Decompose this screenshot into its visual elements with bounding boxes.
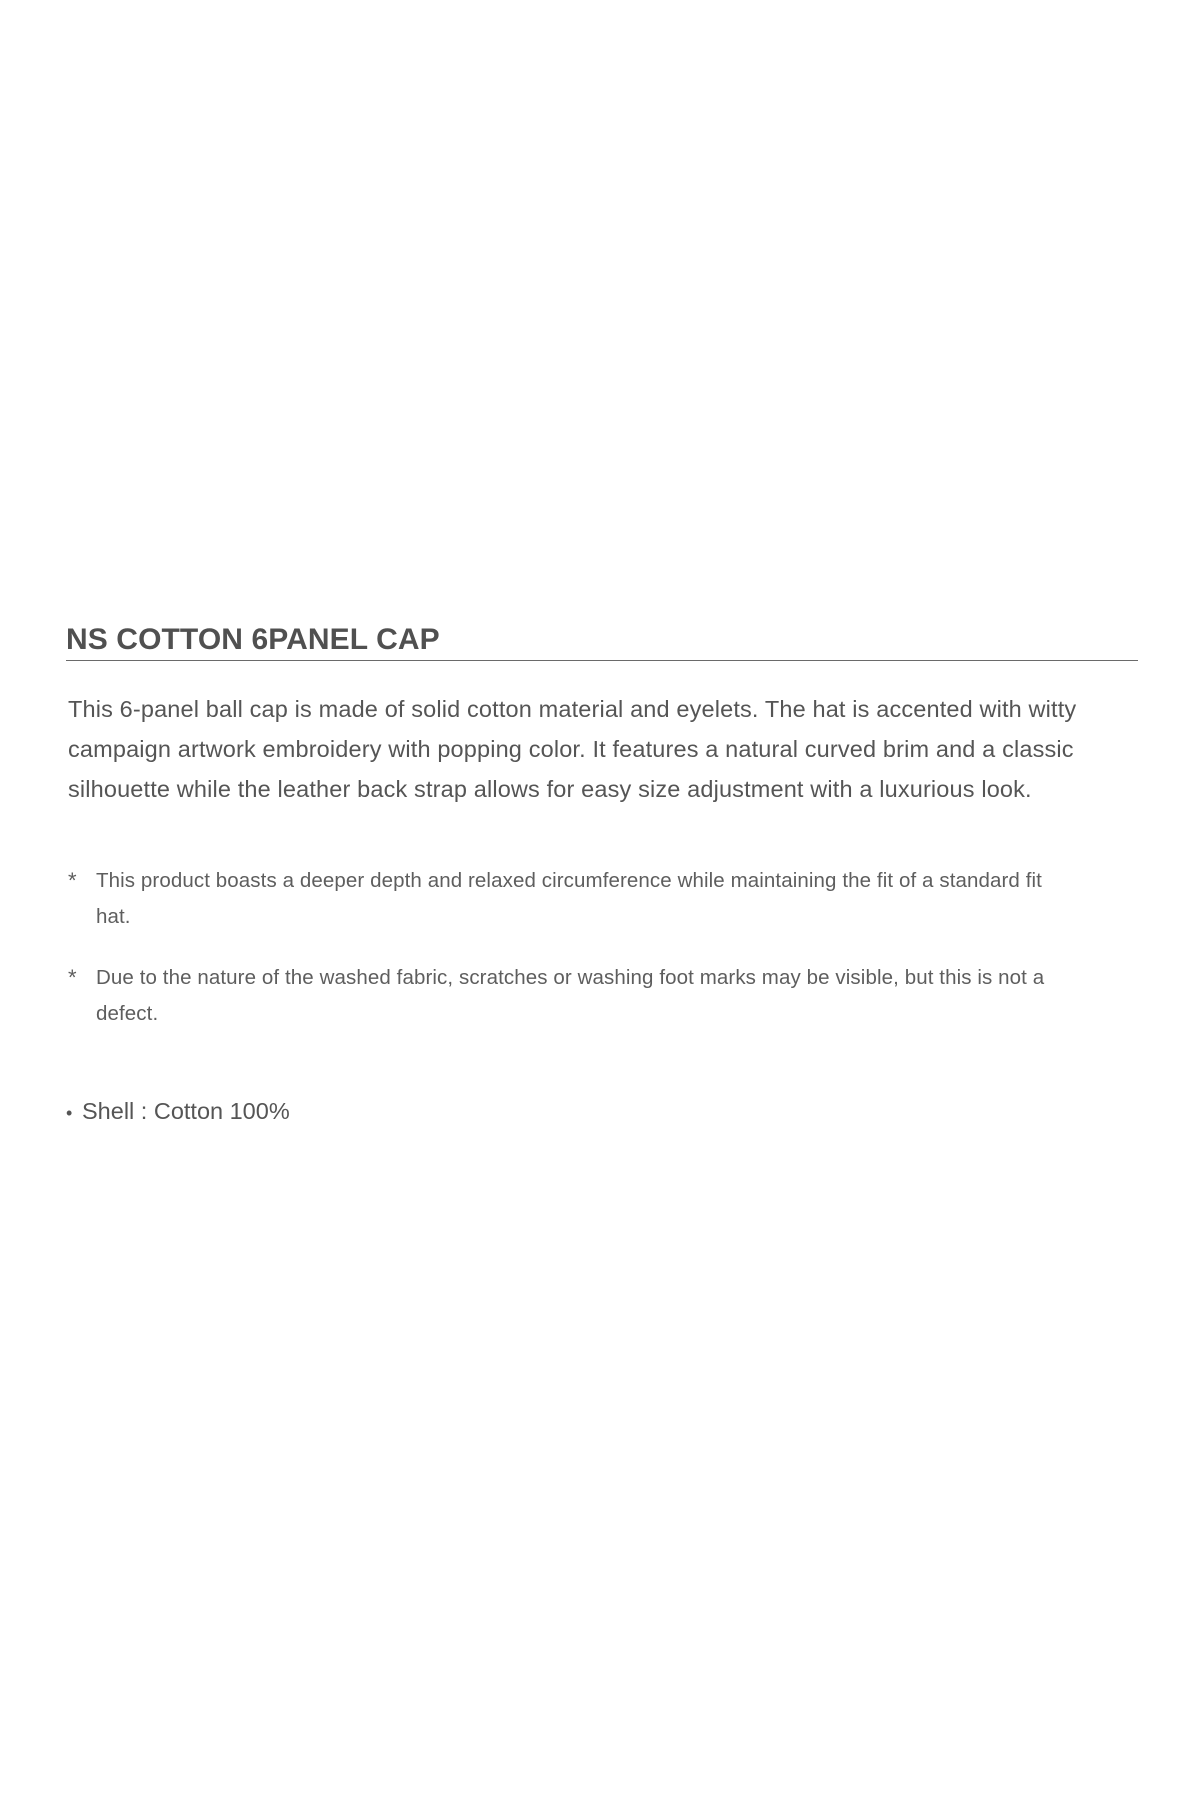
note-text: This product boasts a deeper depth and relaxed circumference while maintaining the fit of a standard fit hat. bbox=[96, 869, 1042, 928]
product-detail bbox=[66, 622, 1138, 1131]
asterisk-icon: * bbox=[68, 868, 77, 893]
product-description: This 6-panel ball cap is made of solid cotton material and eyelets. The hat is accented with witty campaign artwork embroidery with popping color. It features a natural curved brim and a classic silhouette while the leather back strap allows for easy size adjustment with a luxurious look. bbox=[68, 696, 1077, 802]
material-spec bbox=[66, 1093, 1138, 1131]
material-text: Shell : Cotton 100% bbox=[82, 1098, 290, 1124]
product-title: NS COTTON 6PANEL CAP bbox=[66, 622, 1138, 661]
note-item bbox=[66, 863, 1046, 935]
asterisk-icon: * bbox=[68, 965, 77, 990]
bullet-icon: • bbox=[66, 1103, 73, 1123]
note-item bbox=[66, 960, 1046, 1032]
product-notes bbox=[66, 863, 1138, 1032]
note-text: Due to the nature of the washed fabric, scratches or washing foot marks may be visible, but this is not a defect. bbox=[96, 966, 1045, 1025]
